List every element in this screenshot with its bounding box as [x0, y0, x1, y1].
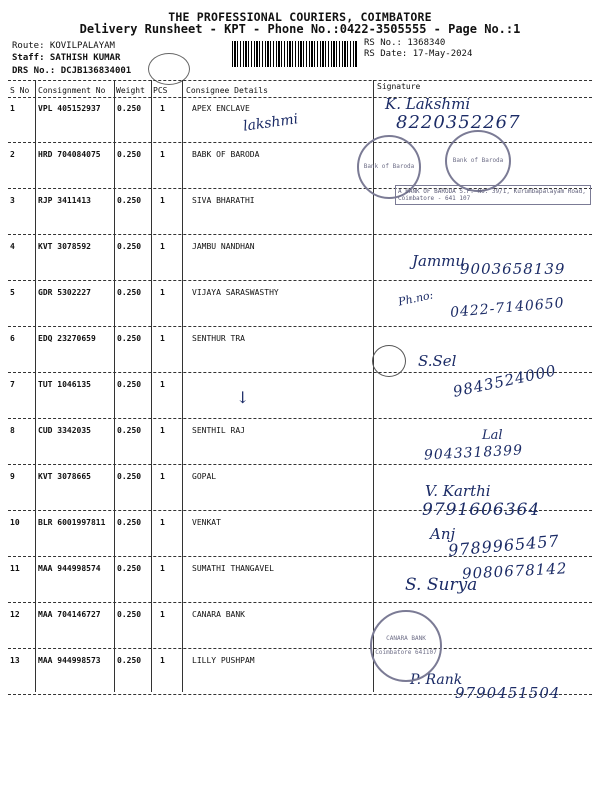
row-consignee: LILLY PUSHPAM — [192, 656, 255, 665]
handwritten-phone-prefix: Ph.no: — [397, 288, 435, 309]
row-weight: 0.250 — [117, 610, 142, 619]
row-sno: 7 — [10, 380, 15, 389]
row-sno: 2 — [10, 150, 15, 159]
row-consignee: VIJAYA SARASWASTHY — [192, 288, 279, 297]
row-consignment-no: TUT 1046135 — [38, 380, 91, 389]
row-consignee: SIVA BHARATHI — [192, 196, 255, 205]
row-consignment-no: KVT 3078665 — [38, 472, 91, 481]
header-top-rule — [8, 80, 592, 81]
handwritten-phone: 9790451504 — [455, 684, 561, 702]
stamp-mark — [372, 345, 406, 377]
row-consignment-no: MAA 944998574 — [38, 564, 101, 573]
row-pcs: 1 — [160, 334, 165, 343]
handwritten-mark: ↓ — [236, 388, 250, 407]
row-sno: 6 — [10, 334, 15, 343]
row-consignment-no: BLR 6001997811 — [38, 518, 106, 527]
handwritten-signature: S. Surya — [405, 575, 478, 595]
row-sno: 5 — [10, 288, 15, 297]
row-consignee: VENKAT — [192, 518, 221, 527]
col-consignment: Consignment No — [38, 86, 106, 95]
handwritten-signature: Anj — [430, 525, 456, 543]
row-consignment-no: GDR 5302227 — [38, 288, 91, 297]
handwritten-phone: 9791606364 — [422, 500, 541, 520]
row-divider — [8, 464, 592, 465]
row-consignee: BABK OF BARODA — [192, 150, 260, 159]
row-weight: 0.250 — [117, 334, 142, 343]
row-weight: 0.250 — [117, 104, 142, 113]
row-weight: 0.250 — [117, 518, 142, 527]
row-consignee: JAMBU NANDHAN — [192, 242, 255, 251]
row-sno: 10 — [10, 518, 20, 527]
row-divider — [8, 418, 592, 419]
handwritten-phone: 0422-7140650 — [449, 295, 566, 321]
col-pcs: PCS — [153, 86, 168, 95]
row-consignment-no: MAA 944998573 — [38, 656, 101, 665]
row-consignee: CANARA BANK — [192, 610, 245, 619]
company-title: THE PROFESSIONAL COURIERS, COIMBATORE — [168, 10, 432, 24]
row-consignment-no: MAA 704146727 — [38, 610, 101, 619]
col-divider — [182, 80, 183, 692]
row-weight: 0.250 — [117, 426, 142, 435]
row-consignment-no: RJP 3411413 — [38, 196, 91, 205]
col-divider — [151, 80, 152, 692]
handwritten-phone: 9080678142 — [461, 559, 568, 583]
row-consignment-no: EDQ 23270659 — [38, 334, 96, 343]
row-sno: 9 — [10, 472, 15, 481]
handwritten-signature: Jammu — [412, 252, 466, 270]
row-pcs: 1 — [160, 242, 165, 251]
route-label: Route: KOVILPALAYAM — [12, 41, 115, 51]
row-pcs: 1 — [160, 656, 165, 665]
row-sno: 13 — [10, 656, 20, 665]
row-pcs: 1 — [160, 426, 165, 435]
col-sno: S No — [10, 86, 30, 95]
row-weight: 0.250 — [117, 564, 142, 573]
row-consignment-no: VPL 405152937 — [38, 104, 101, 113]
row-divider — [8, 602, 592, 603]
row-sno: 12 — [10, 610, 20, 619]
row-sno: 4 — [10, 242, 15, 251]
row-pcs: 1 — [160, 380, 165, 389]
col-weight: Weight — [116, 86, 145, 95]
canara-bank-stamp: CANARA BANK Coimbatore 641107 — [370, 610, 442, 682]
row-consignee: GOPAL — [192, 472, 217, 481]
row-consignment-no: CUD 3342035 — [38, 426, 91, 435]
header-bottom-rule — [8, 97, 592, 98]
row-divider — [8, 326, 592, 327]
col-signature: Signature — [377, 82, 421, 91]
row-weight: 0.250 — [117, 196, 142, 205]
row-sno: 8 — [10, 426, 15, 435]
row-weight: 0.250 — [117, 656, 142, 665]
handwritten-signature: Lal — [482, 428, 503, 443]
handwritten-phone: 8220352267 — [396, 112, 521, 133]
row-divider — [8, 234, 592, 235]
col-consignee: Consignee Details — [186, 86, 268, 95]
row-consignee: APEX ENCLAVE — [192, 104, 250, 113]
handwritten-phone: 9043318399 — [423, 442, 524, 464]
row-consignment-no: HRD 704084075 — [38, 150, 101, 159]
row-pcs: 1 — [160, 288, 165, 297]
barcode — [232, 41, 357, 67]
row-pcs: 1 — [160, 150, 165, 159]
col-divider — [35, 80, 36, 692]
row-weight: 0.250 — [117, 472, 142, 481]
row-consignment-no: KVT 3078592 — [38, 242, 91, 251]
row-pcs: 1 — [160, 564, 165, 573]
row-weight: 0.250 — [117, 288, 142, 297]
rs-date: RS Date: 17-May-2024 — [364, 49, 473, 59]
row-divider — [8, 648, 592, 649]
bank-stamp-circle: Bank of Baroda — [357, 135, 421, 199]
row-consignee: SUMATHI THANGAVEL — [192, 564, 274, 573]
rs-number: RS No.: 1368340 — [364, 38, 446, 48]
handwritten-phone: 9789965457 — [447, 531, 561, 560]
handwritten-signature: V. Karthi — [425, 482, 491, 500]
row-consignee: SENTHUR TRA — [192, 334, 245, 343]
bank-address-stamp: A BANK OF BARODA S.F. No. 39/1, Kurumbapalayam Road, Coimbatore - 641 107 — [395, 185, 591, 205]
handwritten-phone: 9003658139 — [460, 260, 566, 278]
row-pcs: 1 — [160, 472, 165, 481]
row-sno: 1 — [10, 104, 15, 113]
row-pcs: 1 — [160, 518, 165, 527]
row-weight: 0.250 — [117, 150, 142, 159]
col-divider — [114, 80, 115, 692]
row-sno: 11 — [10, 564, 20, 573]
row-divider — [8, 556, 592, 557]
row-divider — [8, 280, 592, 281]
handwritten-name: lakshmi — [242, 111, 300, 135]
row-pcs: 1 — [160, 610, 165, 619]
handwritten-phone: 9843524000 — [451, 361, 559, 401]
row-consignee: SENTHIL RAJ — [192, 426, 245, 435]
row-weight: 0.250 — [117, 380, 142, 389]
handwritten-signature: P. Rank — [410, 672, 463, 688]
bank-stamp-circle: Bank of Baroda — [445, 130, 511, 192]
row-pcs: 1 — [160, 104, 165, 113]
row-weight: 0.250 — [117, 242, 142, 251]
row-sno: 3 — [10, 196, 15, 205]
row-pcs: 1 — [160, 196, 165, 205]
runsheet-subtitle: Delivery Runsheet - KPT - Phone No.:0422-3505555 - Page No.:1 — [79, 22, 521, 36]
handwritten-signature: K. Lakshmi — [385, 95, 471, 113]
handwritten-signature: S.Sel — [418, 352, 457, 370]
staff-label: Staff: SATHISH KUMAR — [12, 53, 121, 63]
drs-number: DRS No.: DCJB136834001 — [12, 66, 132, 76]
